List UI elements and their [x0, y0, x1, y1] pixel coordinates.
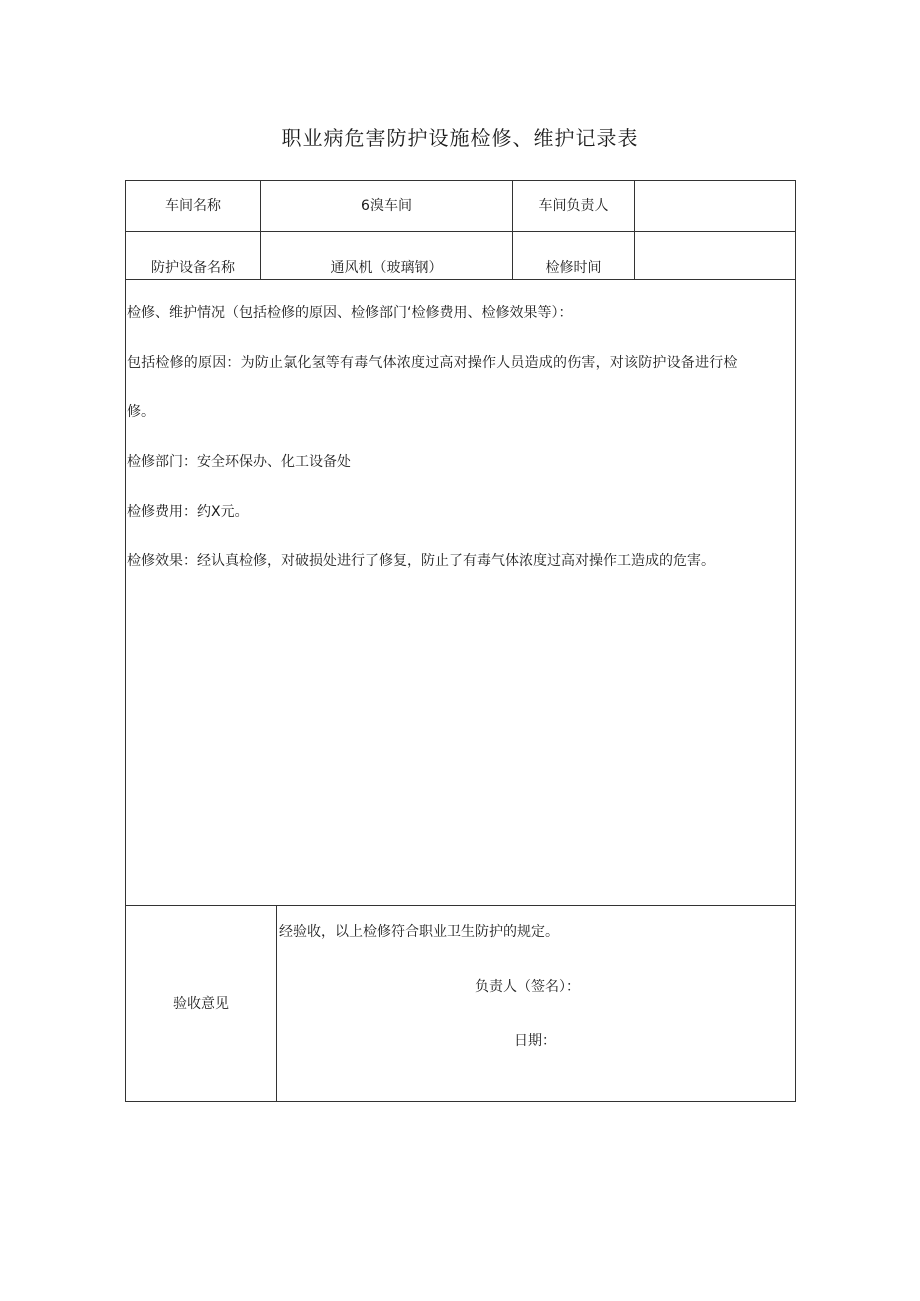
signature-field: 负责人（签名）：: [475, 979, 580, 995]
maintenance-effect: 检修效果：经认真检修，对破损处进行了修复，防止了有毒气体浓度过高对操作工造成的危害。: [127, 553, 715, 569]
maintenance-reason-continued: 修。: [127, 404, 155, 420]
device-name-value: 通风机（玻璃钢）: [330, 260, 443, 276]
details-heading: 检修、维护情况（包括检修的原因、检修部门‘检修费用、检修效果等）：: [127, 305, 573, 321]
maintenance-department: 检修部门：安全环保办、化工设备处: [127, 454, 351, 470]
acceptance-col-border: [276, 905, 277, 1102]
maintenance-reason: 包括检修的原因：为防止氯化氢等有毒气体浓度过高对操作人员造成的伤害，对该防护设备进行检: [127, 355, 738, 371]
workshop-manager-label: 车间负责人: [538, 198, 609, 214]
device-name-label: 防护设备名称: [151, 260, 235, 276]
maintenance-cost: 检修费用：约X元。: [127, 504, 249, 520]
row1-bottom-border: [125, 231, 796, 232]
row2-bottom-border: [125, 279, 796, 280]
date-field: 日期：: [514, 1033, 556, 1049]
acceptance-statement: 经验收，以上检修符合职业卫生防护的规定。: [279, 924, 559, 940]
workshop-name-label: 车间名称: [165, 198, 221, 214]
maintenance-time-label: 检修时间: [545, 260, 602, 276]
workshop-name-value: 6溴车间: [361, 198, 412, 214]
page-title: 职业病危害防护设施检修、维护记录表: [281, 126, 639, 150]
details-bottom-border: [125, 905, 796, 906]
acceptance-label: 验收意见: [173, 996, 229, 1012]
col3-border: [634, 180, 635, 279]
